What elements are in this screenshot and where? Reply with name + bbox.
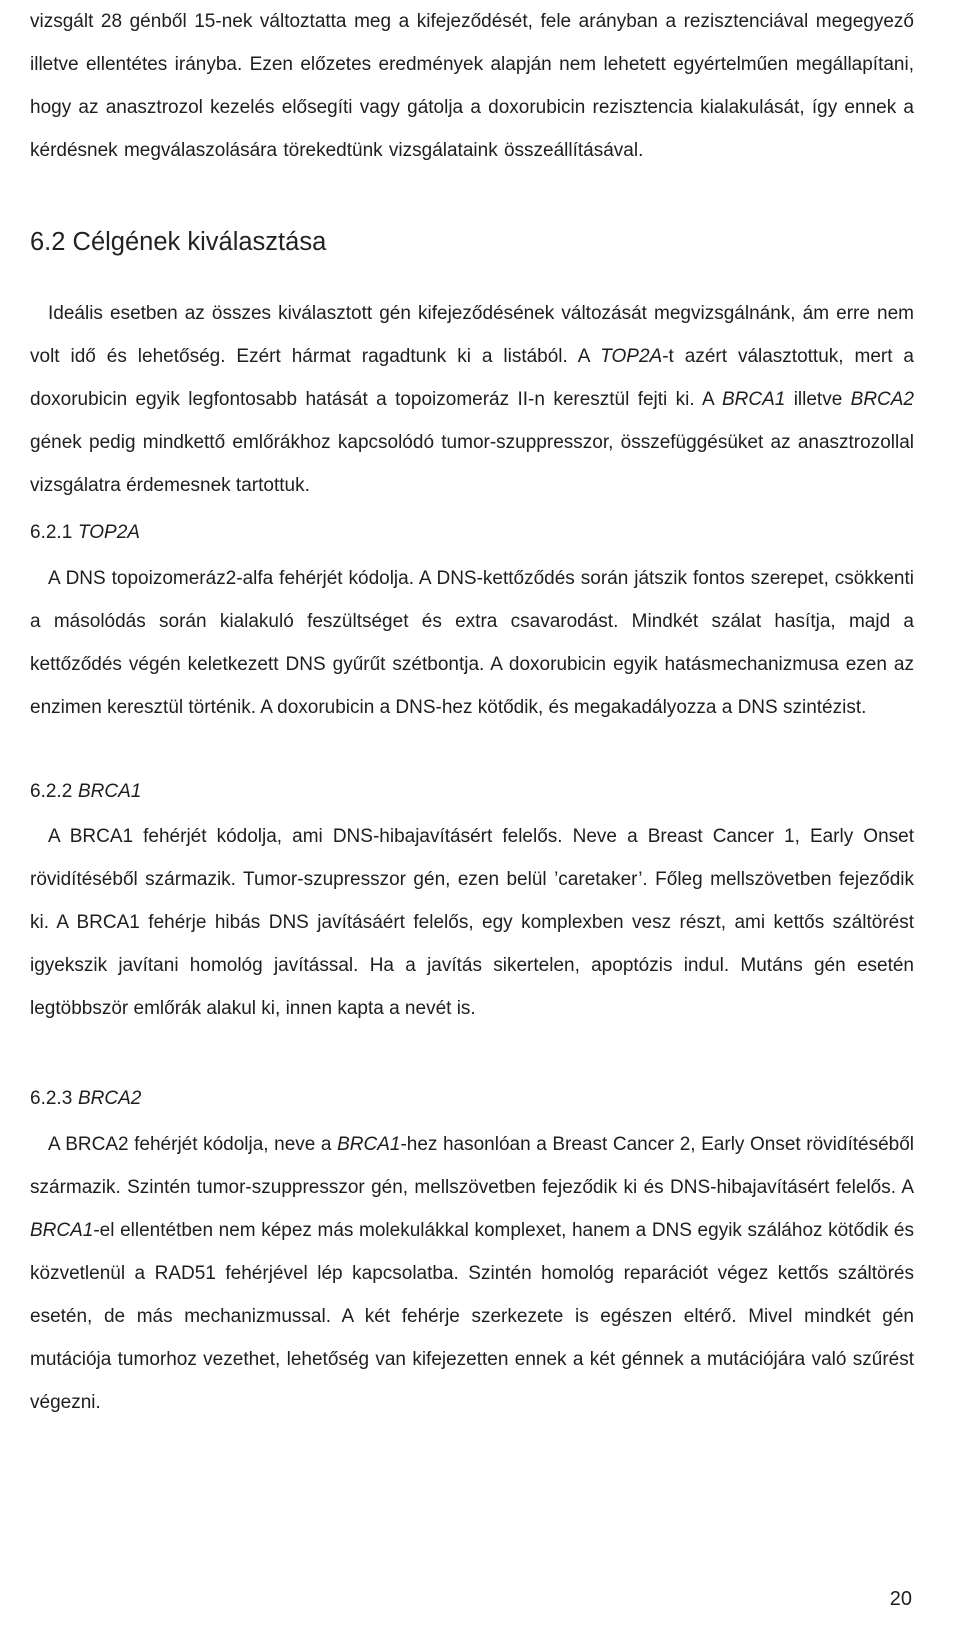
subsection-title: BRCA1 (78, 781, 142, 802)
paragraph-6-2-3 (30, 1123, 914, 1424)
paragraph-6-2-2: A BRCA1 fehérjét kódolja, ami DNS-hibajavításért felelős. Neve a Breast Cancer 1, Early Onset rövidítéséből származik. Tumor-szupresszor gén, ezen belül ’caretaker’. Főleg mellszövetben fejeződik ki. A BRCA1 fehérje hibás DNS javításáért felelős, egy komplexben vesz részt, ami kettős száltörést igyekszik javítani homológ javítással. Ha a javítás sikertelen, apoptózis indul. Mutáns gén esetén legtöbbször emlőrák alakul ki, innen kapta a nevét is. (30, 826, 914, 1019)
paragraph-6-2 (30, 292, 914, 507)
text-run: A BRCA2 fehérjét kódolja, neve a (48, 1134, 338, 1155)
gene-name-brca2: BRCA2 (850, 389, 914, 410)
gene-name-brca1: BRCA1 (337, 1134, 401, 1155)
text-run: gének pedig mindkettő emlőrákhoz kapcsolódó tumor-szuppresszor, összefüggésüket az anasztrozollal vizsgálatra érdemesnek tartottuk. (30, 432, 914, 496)
text-run: illetve (785, 389, 851, 410)
text-run: -el ellentétben nem képez más molekulákkal komplexet, hanem a DNS egyik szálához kötődik és közvetlenül a RAD51 fehérjével lép kapcsolatba. Szintén homológ reparációt végez kettős száltörés esetén, de más mechanizmussal. A két fehérje szerkezete is egészen eltérő. Mivel mindkét gén mutációja tumorhoz vezethet, lehetőség van kifejezetten ennek a két génnek a mutációjára való szűrést végezni. (30, 1220, 914, 1413)
subsection-number: 6.2.2 (30, 781, 73, 802)
subsection-title: BRCA2 (78, 1088, 142, 1109)
text-run: -t azért választottuk, mert a doxorubicin egyik legfontosabb hatását a topoizomeráz II-n keresztül fejti ki. A (30, 346, 914, 410)
subsection-heading-6-2-1 (30, 518, 140, 548)
paragraph-6-2-1: A DNS topoizomeráz2-alfa fehérjét kódolja. A DNS-kettőződés során játszik fontos szerepet, csökkenti a másolódás során kialakuló feszültséget és extra csavarodást. Mindkét szálat hasítja, majd a kettőződés végén keletkezett DNS gyűrűt szétbontja. A doxorubicin egyik hatásmechanizmusa ezen az enzimen keresztül történik. A doxorubicin a DNS-hez kötődik, és megakadályozza a DNS szintézist. (30, 568, 914, 718)
intro-paragraph: vizsgált 28 génből 15-nek változtatta meg a kifejeződését, fele arányban a rezisztenciával megegyező illetve ellentétes irányba. Ezen előzetes eredmények alapján nem lehetett egyértelműen megállapítani, hogy az anasztrozol kezelés elősegíti vagy gátolja a doxorubicin rezisztencia kialakulását, így ennek a kérdésnek megválaszolására törekedtünk vizsgálataink összeállításával. (30, 11, 914, 161)
subsection-number: 6.2.1 (30, 522, 73, 543)
page-number: 20 (889, 1588, 912, 1610)
subsection-number: 6.2.3 (30, 1088, 73, 1109)
subsection-heading-6-2-3 (30, 1084, 141, 1114)
subsection-heading-6-2-2 (30, 777, 141, 807)
text-run: Ideális esetben az összes kiválasztott gén kifejeződésének változását megvizsgálnánk, ám erre nem volt idő és lehetőség. Ezért hármat ragadtunk ki a listából. A (30, 303, 914, 367)
section-heading-6-2: 6.2 Célgének kiválasztása (30, 228, 327, 256)
gene-name-brca1: BRCA1 (721, 389, 786, 410)
gene-name-top2a: TOP2A (600, 346, 663, 367)
gene-name-brca1: BRCA1 (30, 1220, 94, 1241)
subsection-title: TOP2A (78, 522, 140, 543)
text-run: -hez hasonlóan a Breast Cancer 2, Early Onset rövidítéséből származik. Szintén tumor-szuppresszor gén, mellszövetben fejeződik ki és DNS-hibajavításért felelős. A (30, 1134, 914, 1198)
